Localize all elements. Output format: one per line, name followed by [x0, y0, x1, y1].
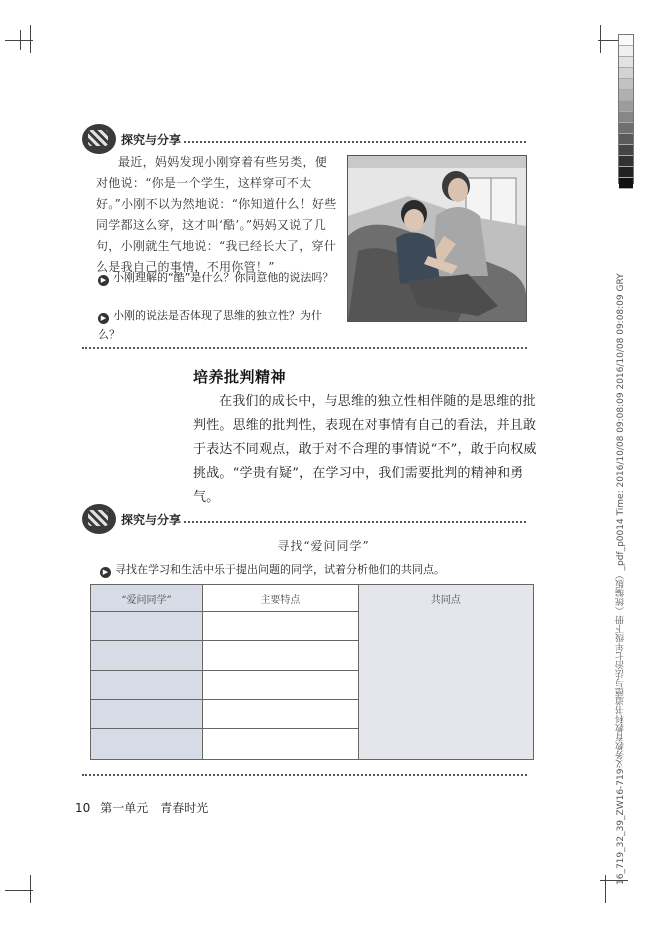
activity-title: 寻找“爱问同学” — [277, 539, 370, 553]
dotted-divider — [82, 347, 527, 349]
page-footer — [75, 799, 208, 816]
dotted-divider — [82, 774, 527, 776]
body-paragraph: 在我们的成长中，与思维的独立性相伴随的是思维的批判性。思维的批判性，表现在对事情有自己的看法，并且敢于表达不同观点，敢于对不合理的事情说“不”，敢于向权威挑战。“学贵有疑”，在学习中，我们需要批判的精神和勇气。 — [193, 394, 537, 505]
page-number: 10 — [75, 801, 91, 815]
activity-table — [90, 584, 534, 760]
table-cell[interactable] — [91, 670, 203, 699]
arrow-icon: ▶ — [98, 313, 109, 324]
table-cell[interactable] — [91, 729, 203, 760]
discussion-question: ▶ 小刚理解的“酷”是什么？你同意他的说法吗？ — [98, 268, 338, 287]
crop-mark — [5, 40, 33, 41]
body-text — [193, 390, 539, 510]
table-header-cell: “爱问同学” — [91, 585, 203, 612]
crop-mark — [605, 875, 606, 903]
table-header-cell: 主要特点 — [203, 585, 359, 612]
arrow-icon: ▶ — [98, 275, 109, 286]
activity-instruction: ▶ 寻找在学习和生活中乐于提出问题的同学，试着分析他们的共同点。 — [100, 561, 445, 578]
section-title: 培养批判精神 — [193, 368, 287, 386]
dotted-divider — [184, 521, 526, 523]
crop-mark — [30, 875, 31, 903]
table-cell[interactable] — [91, 699, 203, 728]
crop-mark — [20, 30, 21, 50]
story-paragraph: 最近，妈妈发现小刚穿着有些另类，便对他说：“你是一个学生，这样穿可不太好。”小刚不以为然地说：“你知道什么！好些同学都这么穿，这才叫‘酷’。”妈妈又说了几句，小刚就生气地说：“我已经长大了，穿什么是我自己的事情，不用你管！” — [96, 155, 337, 274]
crop-mark — [5, 890, 33, 891]
table-cell[interactable] — [91, 641, 203, 670]
unit-title: 第一单元 青春时光 — [100, 801, 209, 815]
section-header — [82, 504, 181, 534]
story-text — [96, 152, 338, 278]
table-cell[interactable] — [203, 670, 359, 699]
table-cell[interactable] — [203, 729, 359, 760]
color-calibration-strip — [618, 34, 634, 184]
discussion-question: ▶ 小刚的说法是否体现了思维的独立性？为什么？ — [98, 309, 322, 341]
illustration-mother-and-son — [347, 155, 527, 322]
table-cell[interactable] — [203, 612, 359, 641]
arrow-icon: ▶ — [100, 567, 111, 578]
section-header — [82, 124, 181, 154]
table-cell[interactable] — [91, 612, 203, 641]
table-cell[interactable] — [203, 641, 359, 670]
table-cell[interactable] — [203, 699, 359, 728]
explore-share-icon — [82, 124, 116, 154]
section-heading: 探究与分享 — [121, 512, 182, 527]
crop-mark — [30, 25, 31, 53]
dotted-divider — [184, 141, 526, 143]
table-header-row — [91, 585, 534, 612]
section-heading: 探究与分享 — [121, 132, 182, 147]
table-header-cell: 共同点 — [358, 585, 533, 760]
crop-mark — [600, 25, 601, 53]
explore-share-icon — [82, 504, 116, 534]
print-metadata-text: 16_719_32_39_ZW16-719义务教育教科书道德与法治七年级下册（统编版）_pdf_p0014 Time: 2016/10/08 09:08:09 2016/10/08 09:08:09 GRY — [616, 273, 626, 885]
